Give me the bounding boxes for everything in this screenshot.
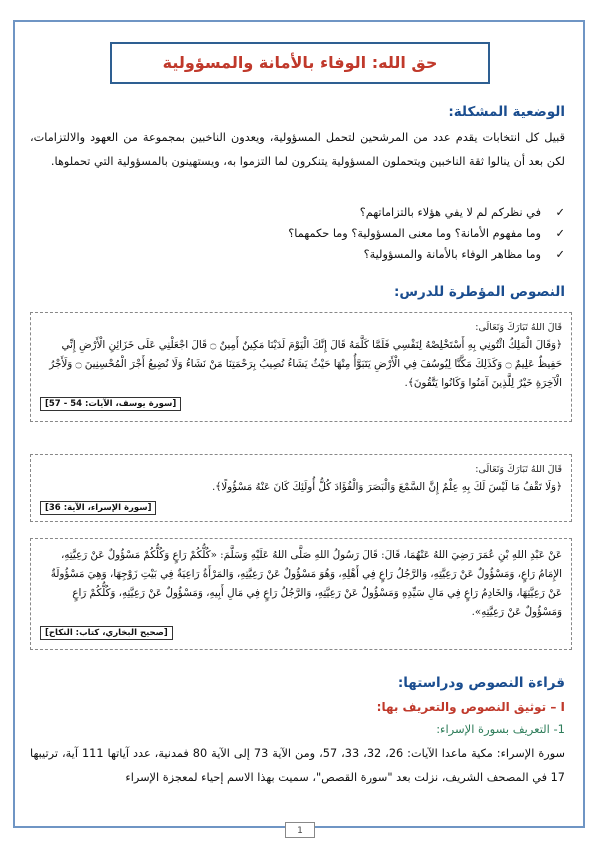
quran-verse: ﴿وَلَا تَقْفُ مَا لَيْسَ لَكَ بِهِ عِلْمٌ إِنَّ السَّمْعَ وَالْبَصَرَ وَالْفُؤَادَ كُلُّ أُولَئِكَ كَانَ عَنْهُ مَسْؤُولًا﴾. (211, 481, 562, 493)
verse-source: [سورة يوسف، الآيات: 54 - 57] (40, 397, 181, 411)
checkmark-icon: ✓ (555, 248, 565, 261)
reading-heading: قراءة النصوص ودراستها: (397, 675, 565, 691)
surah-intro-subheading: 1- التعريف بسورة الإسراء: (436, 722, 565, 736)
checkmark-icon: ✓ (555, 206, 565, 219)
hadith-text: عَنْ عَبْدِ اللهِ بْنِ عُمَرَ رَضِيَ اللهُ عَنْهُمَا، قَالَ: قَالَ رَسُولُ اللهِ صَلَّى اللهُ عَلَيْهِ وَسَلَّمَ: «كُلُّكُمْ رَاعٍ وَكُلُّكُمْ مَسْؤُولٌ عَنْ رَعِيَّتِهِ، الإِمَامُ رَاعٍ، وَمَسْؤُولٌ عَنْ رَعِيَّتِهِ، وَالرَّجُلُ رَاعٍ فِي أَهْلِهِ، وَهُوَ مَسْؤُولٌ عَنْ رَعِيَّتِهِ، وَالمَرْأَةُ رَاعِيَةٌ فِي بَيْتِ زَوْجِهَا، وَهِيَ مَسْؤُولَةٌ عَنْ رَعِيَّتِهَا، وَالخَادِمُ رَاعٍ فِي مَالِ سَيِّدِهِ وَمَسْؤُولٌ عَنْ رَعِيَّتِهِ، وَالرَّجُلُ رَاعٍ فِي مَالِ أَبِيهِ، وَمَسْؤُولٌ عَنْ رَعِيَّتِهِ، وَكُلُّكُمْ رَاعٍ وَمَسْؤُولٌ عَنْ رَعِيَّتِهِ». (50, 549, 562, 618)
text-intro: قَالَ اللهُ تَبَارَكَ وَتَعَالَى: (475, 322, 562, 333)
problem-heading: الوضعية المشكلة: (448, 104, 565, 120)
texts-heading: النصوص المؤطرة للدرس: (393, 284, 565, 300)
question-item: ✓وما مظاهر الوفاء بالأمانة والمسؤولية؟ (45, 244, 565, 265)
quran-verse: ﴿وَقَالَ الْمَلِكُ ائْتُونِي بِهِ أَسْتَخْلِصْهُ لِنَفْسِي فَلَمَّا كَلَّمَهُ قَالَ إِنَّكَ الْيَوْمَ لَدَيْنَا مَكِينٌ أَمِينٌ ۝ قَالَ اجْعَلْنِي عَلَى خَزَائِنِ الْأَرْضِ إِنِّي حَفِيظٌ عَلِيمٌ ۝ وَكَذَلِكَ مَكَّنَّا لِيُوسُفَ فِي الْأَرْضِ يَتَبَوَّأُ مِنْهَا حَيْثُ يَشَاءُ نُصِيبُ بِرَحْمَتِنَا مَنْ نَشَاءُ وَلَا نُضِيعُ أَجْرَ الْمُحْسِنِينَ ۝ وَلَأَجْرُ الْآخِرَةِ خَيْرٌ لِلَّذِينَ آمَنُوا وَكَانُوا يَتَّقُونَ﴾. (49, 339, 562, 389)
problem-paragraph: قبيل كل انتخابات يقدم عدد من المرشحين لتحمل المسؤولية، ويعدون الناخبين بمجموعة من العهود والالتزامات، لكن بعد أن ينالوا ثقة الناخبين ويتحملون المسؤولية يتنكرون لما التزموا به، ويستهينون بالمسؤولية التي تحملوها. (30, 131, 565, 168)
verse-source: [سورة الإسراء، الآية: 36] (40, 501, 156, 515)
surah-description: سورة الإسراء: مكية ماعدا الآيات: 26، 32، 33، 57، ومن الآية 73 إلى الآية 80 فمدنية، عدد آياتها 111 آية، ترتيبها 17 في المصحف الشريف، نزلت بعد "سورة القصص"، سميت بهذا الاسم إحياء لمعجزة الإسراء (30, 747, 566, 784)
text-intro: قَالَ اللهُ تَبَارَكَ وَتَعَالَى: (475, 464, 562, 475)
page-number: 1 (285, 822, 315, 838)
hadith-source: [صحيح البخاري، كتاب: النكاح] (40, 626, 173, 640)
text-box-isra (30, 454, 572, 522)
text-box-hadith (30, 538, 572, 650)
checkmark-icon: ✓ (555, 227, 565, 240)
lesson-title: حق الله: الوفاء بالأمانة والمسؤولية (110, 42, 490, 84)
documentation-subheading: I – توثيق النصوص والتعريف بها: (376, 700, 565, 714)
questions-list (45, 202, 565, 265)
text-box-yusuf (30, 312, 572, 422)
question-item: ✓في نظركم لم لا يفي هؤلاء بالتزاماتهم؟ (45, 202, 565, 223)
question-item: ✓وما مفهوم الأمانة؟ وما معنى المسؤولية؟ وما حكمهما؟ (45, 223, 565, 244)
